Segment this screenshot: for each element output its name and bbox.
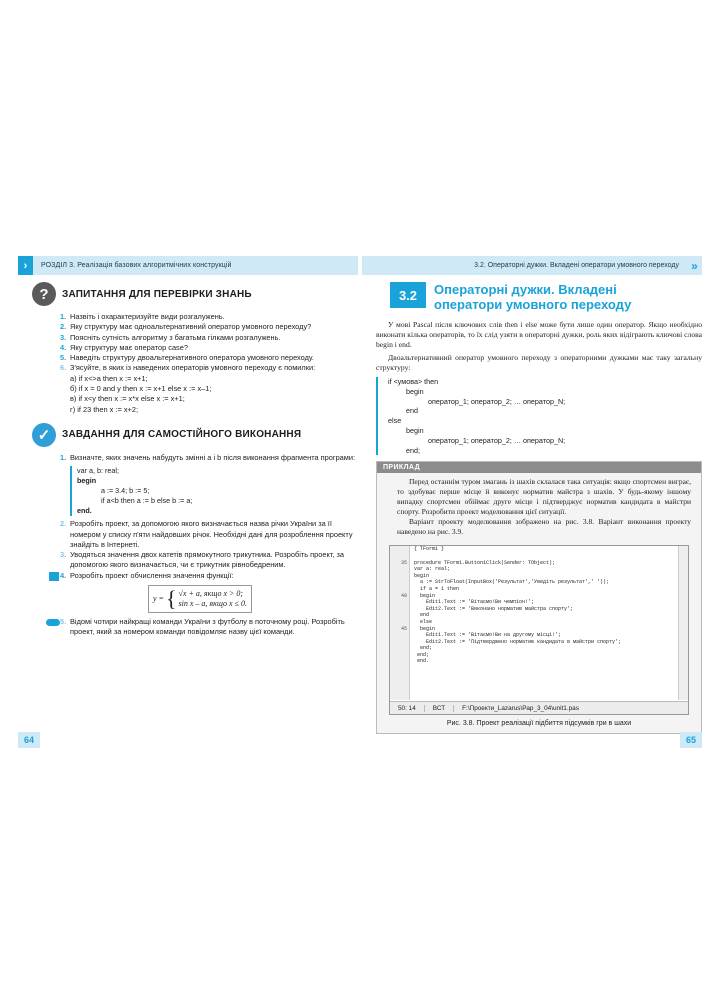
page-number-right: 65 <box>680 732 702 748</box>
line-number <box>390 579 409 586</box>
item-number: 5. <box>60 617 67 627</box>
example-box <box>376 461 702 734</box>
list-item <box>60 322 358 332</box>
list-item <box>60 519 358 550</box>
code-line: var a: real; <box>414 566 451 573</box>
list-item <box>60 363 358 414</box>
item-number: 4. <box>60 342 67 352</box>
item-text: З'ясуйте, в яких із наведених операторів умовного переходу є помилки: <box>70 363 316 373</box>
line-number <box>390 573 409 580</box>
line-number <box>390 612 409 619</box>
tasks-list <box>60 453 358 638</box>
team-icon <box>46 619 60 626</box>
insert-mode: ВСТ <box>425 705 454 712</box>
chapter-title: РОЗДІЛ 3. Реалізація базових алгоритмічних конструкцій <box>41 262 232 269</box>
item-text: Поясніть сутність алгоритму з багатьма гілками розгалужень. <box>70 332 281 342</box>
code-line: if <умова> then <box>388 377 439 387</box>
code-line: if a<b then a := b else b := a; <box>101 496 193 506</box>
item-text: Відомі чотири найкращі команди України з футболу в поточному році. Розробіть проект, який за номером команди повідомляє назву цієї команди. <box>70 617 345 637</box>
code-line: оператор_1; оператор_2; … оператор_N; <box>428 435 566 445</box>
code-line: end; <box>414 645 433 652</box>
question-icon: ? <box>32 282 56 306</box>
item-number: 3. <box>60 332 67 342</box>
questions-heading <box>32 282 358 306</box>
example-paragraph: Варіант проекту моделювання зображено на рис. 3.8. Варіант виконання проекту наведено на рис. 3.9. <box>397 517 691 537</box>
tasks-heading <box>32 423 358 447</box>
list-item <box>60 312 358 322</box>
code-line: procedure TForm1.Button1Click(Sender: TObject); <box>414 559 556 566</box>
tasks-title: ЗАВДАННЯ ДЛЯ САМОСТІЙНОГО ВИКОНАННЯ <box>62 429 302 441</box>
item-number: 6. <box>60 363 67 373</box>
task1-code <box>70 466 358 516</box>
error-option: г) if 23 then x := x+2; <box>70 404 139 414</box>
code-line: else <box>414 618 433 625</box>
code-line: end; <box>414 651 430 658</box>
code-line: begin <box>406 426 424 435</box>
section-header-title: 3.2. Операторні дужки. Вкладені оператори умовного переходу <box>474 262 679 269</box>
line-number: 40 <box>400 592 407 599</box>
code-line: begin <box>77 476 97 486</box>
formula-case-2: sin x – a, якщо x ≤ 0. <box>178 599 247 609</box>
line-number <box>390 652 409 659</box>
list-item <box>60 571 358 617</box>
item-text: Розробіть проект, за допомогою якого визначається назва річки України за її номером у списку п'яти найдовших річок. Необхідні дані для розроблення проекту знайдіть в Інтернеті. <box>70 519 353 549</box>
left-page <box>18 282 358 638</box>
right-page <box>376 282 702 734</box>
file-path: F:\Проекти_Lazarus\Рар_3_04\unit1.pas <box>462 704 579 712</box>
code-line: a := StrToFloat(InputBox('Результат','Уведіть результат',' ')); <box>414 579 610 586</box>
code-line: end <box>414 612 430 619</box>
header-left <box>18 256 358 275</box>
list-item <box>60 550 358 571</box>
code-line: begin <box>414 592 436 599</box>
code-line: else <box>388 416 402 426</box>
error-option: б) if x = 0 and y then x := x+1 else x := x–1; <box>70 384 212 394</box>
vertical-scrollbar <box>678 546 688 700</box>
formula-lhs: y = <box>153 593 164 603</box>
code-line: Edit1.Text := 'Вітаємо!Ви на другому місці!'; <box>414 632 562 639</box>
list-item <box>60 343 358 353</box>
code-line: { TForm1 } <box>414 546 445 553</box>
item-number: 1. <box>60 312 67 321</box>
list-item: 1. Визначте, яких значень набудуть змінні a і b після виконання фрагмента програми: var a, b: real; begin a := 3.4; b := 5; if a<b then a := b else b := a; end. <box>60 453 358 519</box>
error-option: а) if x<>a then x := x+1; <box>70 373 148 383</box>
item-number: 2. <box>60 519 67 529</box>
page-number-left: 64 <box>18 732 40 748</box>
checkmark-icon: ✓ <box>32 423 56 447</box>
code-line: Edit2.Text := 'Виконано норматив майстра спорту'; <box>414 605 574 612</box>
code-line: оператор_1; оператор_2; … оператор_N; <box>428 396 566 406</box>
line-number <box>390 645 409 652</box>
list-item <box>60 617 358 638</box>
section-title-line: Операторні дужки. Вкладені <box>434 282 617 297</box>
item-text: Наведіть структуру двоальтернативного оператора умовного переходу. <box>70 353 314 363</box>
function-formula: y = { √x + a, якщо x > 0; sin x – a, якщо x ≤ 0. <box>148 585 358 613</box>
chevron-right-icon: › <box>18 256 33 275</box>
editor-status-bar <box>390 701 688 714</box>
item-text: Розробіть проект обчислення значення функції: <box>70 570 234 580</box>
example-title: ПРИКЛАД <box>377 462 701 473</box>
line-number <box>390 639 409 646</box>
section-number-badge: 3.2 <box>390 282 426 308</box>
paragraph: У мові Pascal після ключових слів then і else може бути лише один оператор. Якщо необхідно виконати кілька операторів, то їх слід узяти в операторні дужки, роль яких відіграють ключові слова begin і end. <box>376 320 702 350</box>
line-number <box>390 586 409 593</box>
item-text: Яку структуру має одноальтернативний оператор умовного переходу? <box>70 322 312 332</box>
header-right <box>362 256 702 275</box>
double-chevron-right-icon: » <box>691 258 698 273</box>
cursor-position: 50: 14 <box>390 705 425 712</box>
item-number: 4. <box>60 570 67 580</box>
item-text: Визначте, яких значень набудуть змінні a і b після виконання фрагмента програми: <box>70 452 356 462</box>
line-number <box>390 606 409 613</box>
section-title <box>390 282 702 312</box>
error-option: в) if x<y then x := x*x else x := x+1; <box>70 394 185 404</box>
item-text: Яку структуру має оператор case? <box>70 342 188 352</box>
figure-caption: Рис. 3.8. Проект реалізації підбиття підсумків гри в шахи <box>446 720 632 728</box>
code-line: begin <box>414 572 430 579</box>
item-text: Уводяться значення двох катетів прямокутного трикутника. Розробіть проект, за допомогою якого визначається, чи є трикутник рівнобедреним. <box>70 550 344 570</box>
line-number: 35 <box>400 559 407 566</box>
code-line: end. <box>414 658 430 665</box>
line-number <box>390 566 409 573</box>
questions-list <box>60 312 358 415</box>
code-line: begin <box>406 386 424 396</box>
code-line: end; <box>406 445 420 455</box>
section-title-line: оператори умовного переходу <box>434 297 632 312</box>
code-line: end <box>406 406 418 416</box>
code-line: if a = 1 then <box>414 585 460 592</box>
code-line: Edit2.Text := 'Підтверджено норматив кандидата в майстри спорту'; <box>414 638 622 645</box>
code-line <box>414 553 676 560</box>
code-line: begin <box>414 625 436 632</box>
line-number <box>390 619 409 626</box>
code-lines <box>414 546 676 665</box>
line-number: 45 <box>400 625 407 632</box>
list-item <box>60 353 358 363</box>
textbook-spread <box>14 252 706 748</box>
item-number: 5. <box>60 353 67 363</box>
code-line: var a, b: real; <box>77 466 119 476</box>
item-number: 2. <box>60 322 67 332</box>
item-text: Назвіть і охарактеризуйте види розгалужень. <box>70 312 225 321</box>
line-number-gutter <box>390 546 410 700</box>
line-number <box>390 599 409 606</box>
line-number <box>390 658 409 665</box>
line-number <box>390 546 409 553</box>
item-number: 3. <box>60 550 67 560</box>
line-number <box>390 553 409 560</box>
home-icon <box>49 572 59 581</box>
general-structure-code <box>376 377 702 455</box>
questions-title: ЗАПИТАННЯ ДЛЯ ПЕРЕВІРКИ ЗНАНЬ <box>62 288 252 300</box>
code-editor-screenshot <box>389 545 689 715</box>
list-item <box>60 333 358 343</box>
paragraph: Двоальтернативний оператор умовного переходу з операторними дужками має таку загальну структуру: <box>376 352 702 372</box>
code-line: end. <box>77 506 92 516</box>
example-paragraph: Перед останнім туром змагань із шахів склалася така ситуація: якщо спортсмен виграє, то здобуває перше місце й виконує норматив майстра з шахів. У будь-якому іншому випадку спортсмен обіймає друге місце і підтверджує норматив кандидата в майстри спорту. Розробити проект моделювання цієї ситуації. <box>397 477 691 517</box>
formula-case-1: √x + a, якщо x > 0; <box>178 588 244 598</box>
code-line: Edit1.Text := 'Вітаємо!Ви чемпіон!'; <box>414 599 535 606</box>
code-line: a := 3.4; b := 5; <box>101 486 150 496</box>
line-number <box>390 632 409 639</box>
